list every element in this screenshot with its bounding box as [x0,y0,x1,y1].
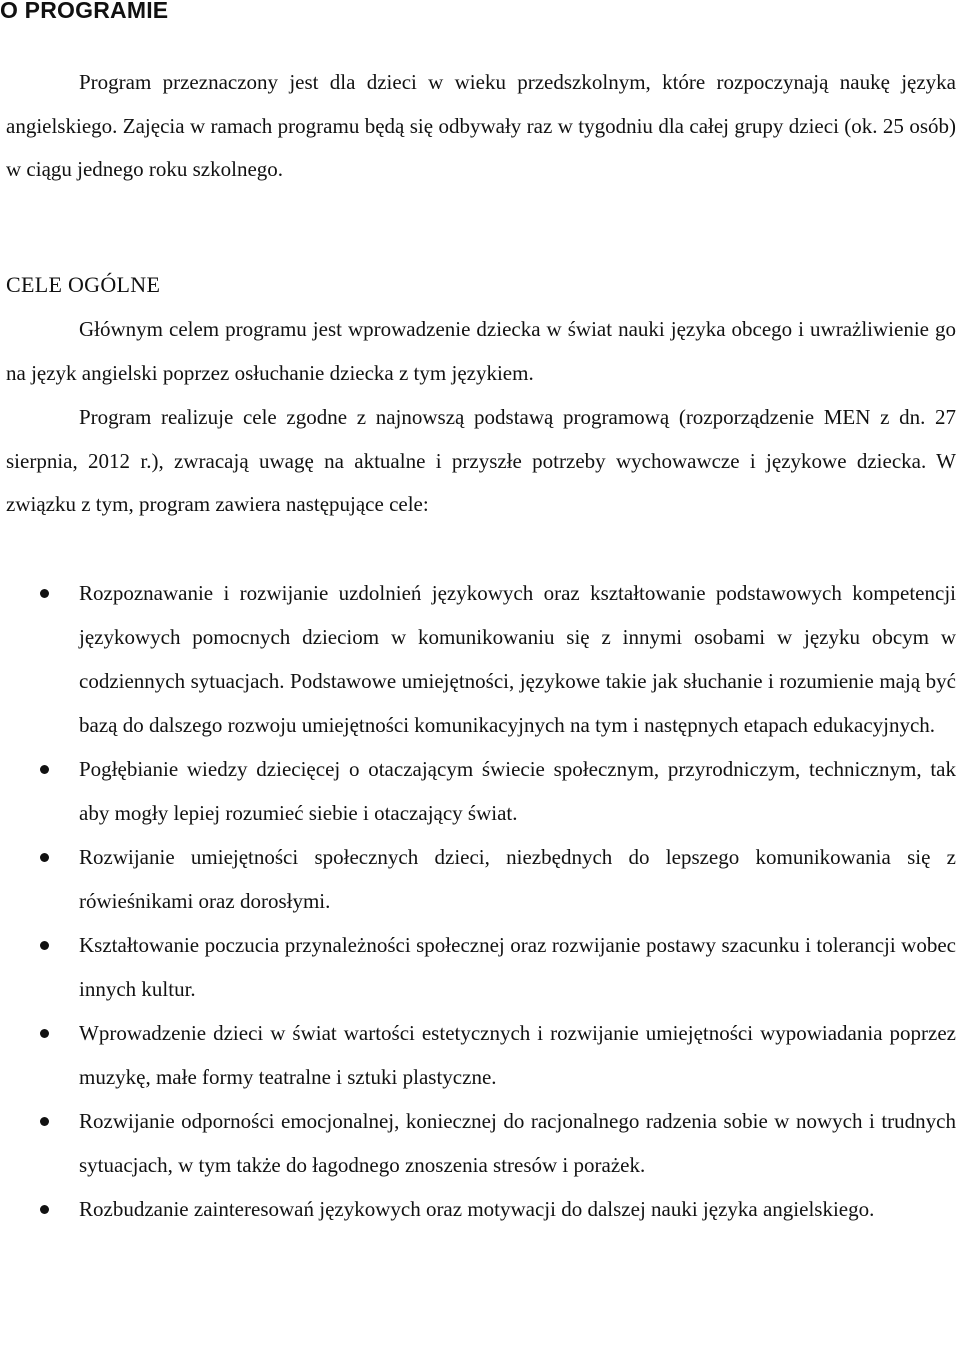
bullet-icon [40,589,49,598]
list-item [0,1011,956,1099]
bullet-icon [40,1205,49,1214]
bullet-icon [40,1117,49,1126]
list-item [0,1099,956,1187]
list-item-text: Wprowadzenie dzieci w świat wartości estetycznych i rozwijanie umiejętności wypowiadania poprzez muzykę, małe formy teatralne i sztuki plastyczne. [79,1021,956,1089]
list-item-text: Rozwijanie odporności emocjonalnej, koniecznej do racjonalnego radzenia sobie w nowych i trudnych sytuacjach, w tym także do łagodnego znoszenia stresów i porażek. [79,1109,956,1177]
goals-bullet-list [0,571,960,1231]
section-heading-goals: CELE OGÓLNE [6,272,161,297]
goals-paragraph-curriculum: Program realizuje cele zgodne z najnowszą podstawą programową (rozporządzenie MEN z dn. 27 sierpnia, 2012 r.), zwracają uwagę na aktualne i przyszłe potrzeby wychowawcze i językowe dziecka. W związku z tym, program zawiera następujące cele: [6,405,956,516]
list-item-text: Pogłębianie wiedzy dziecięcej o otaczającym świecie społecznym, przyrodniczym, technicznym, tak aby mogły lepiej rozumieć siebie i otaczający świat. [79,757,956,825]
list-item-text: Rozbudzanie zainteresowań językowych oraz motywacji do dalszej nauki języka angielskiego. [79,1197,875,1221]
section-heading-about: O PROGRAMIE [0,0,169,23]
list-item [0,571,956,747]
list-item [0,835,956,923]
list-item [0,1187,956,1231]
list-item-text: Kształtowanie poczucia przynależności społecznej oraz rozwijanie postawy szacunku i tolerancji wobec innych kultur. [79,933,956,1001]
list-item-text: Rozpoznawanie i rozwijanie uzdolnień językowych oraz kształtowanie podstawowych kompetencji językowych pomocnych dzieciom w komunikowaniu się z innymi osobami w języku obcym w codziennych sytuacjach. Podstawowe umiejętności, językowe takie jak słuchanie i rozumienie mają być bazą do dalszego rozwoju umiejętności komunikacyjnych na tym i następnych etapach edukacyjnych. [79,581,956,737]
bullet-icon [40,941,49,950]
list-item [0,923,956,1011]
list-item [0,747,956,835]
intro-paragraph: Program przeznaczony jest dla dzieci w wieku przedszkolnym, które rozpoczynają naukę języka angielskiego. Zajęcia w ramach programu będą się odbywały raz w tygodniu dla całej grupy dzieci (ok. 25 osób) w ciągu jednego roku szkolnego. [6,70,956,181]
list-item-text: Rozwijanie umiejętności społecznych dzieci, niezbędnych do lepszego komunikowania się z rówieśnikami oraz dorosłymi. [79,845,956,913]
bullet-icon [40,853,49,862]
goals-paragraph-main: Głównym celem programu jest wprowadzenie dziecka w świat nauki języka obcego i uwrażliwienie go na język angielski poprzez osłuchanie dziecka z tym językiem. [6,317,956,385]
bullet-icon [40,1029,49,1038]
bullet-icon [40,765,49,774]
